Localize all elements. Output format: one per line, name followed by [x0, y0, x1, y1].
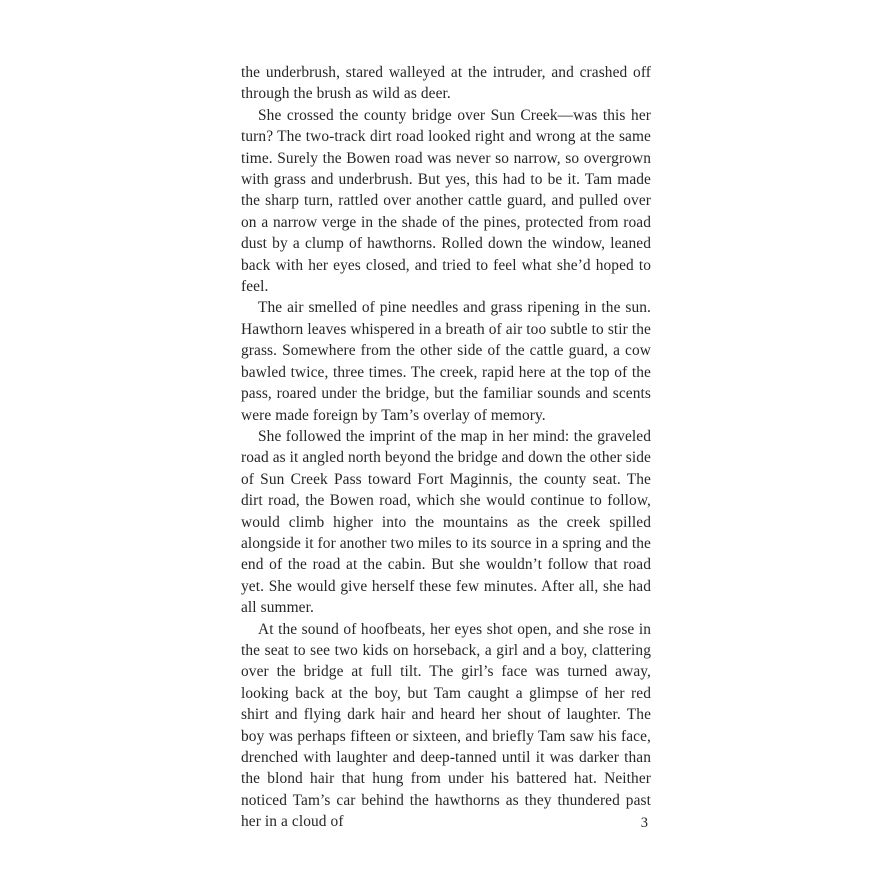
- paragraph-continuation: the underbrush, stared walleyed at the intruder, and crashed off through the brush as wild as deer.: [241, 64, 651, 103]
- paragraph: She followed the imprint of the map in her mind: the graveled road as it angled north beyond the bridge and down the other side of Sun Creek Pass toward Fort Maginnis, the county seat. The dirt road, the Bowen road, which she would continue to follow, would climb higher into the mountains as the creek spilled alongside it for another two miles to its source in a spring and the end of the road at the cabin. But she wouldn’t follow that road yet. She would give herself these few minutes. After all, she had all summer.: [241, 427, 651, 617]
- paragraph: At the sound of hoofbeats, her eyes shot open, and she rose in the seat to see two kids on horseback, a girl and a boy, clattering over the bridge at full tilt. The girl’s face was turned away, looking back at the boy, but Tam caught a glimpse of her red shirt and flying dark hair and heard her shout of laughter. The boy was perhaps fifteen or sixteen, and briefly Tam saw his face, drenched with laughter and deep-tanned until it was darker than the blond hair that hung from under his battered hat. Neither noticed Tam’s car behind the hawthorns as they thundered past her in a cloud of: [241, 620, 651, 831]
- page-number: 3: [640, 815, 648, 831]
- paragraph: She crossed the county bridge over Sun Creek—was this her turn? The two-track dirt road looked right and wrong at the same time. Surely the Bowen road was never so narrow, so overgrown with grass and underbrush. But yes, this had to be it. Tam made the sharp turn, rattled over another cattle guard, and pulled over on a narrow verge in the shade of the pines, protected from road dust by a clump of hawthorns. Rolled down the window, leaned back with her eyes closed, and tried to feel what she’d hoped to feel.: [241, 106, 651, 296]
- paragraph: The air smelled of pine needles and grass ripening in the sun. Hawthorn leaves whispered in a breath of air too subtle to stir the grass. Somewhere from the other side of the cattle guard, a cow bawled twice, three times. The creek, rapid here at the top of the pass, roared under the bridge, but the familiar sounds and scents were made foreign by Tam’s overlay of memory.: [241, 299, 651, 424]
- body-text-column: [241, 62, 651, 833]
